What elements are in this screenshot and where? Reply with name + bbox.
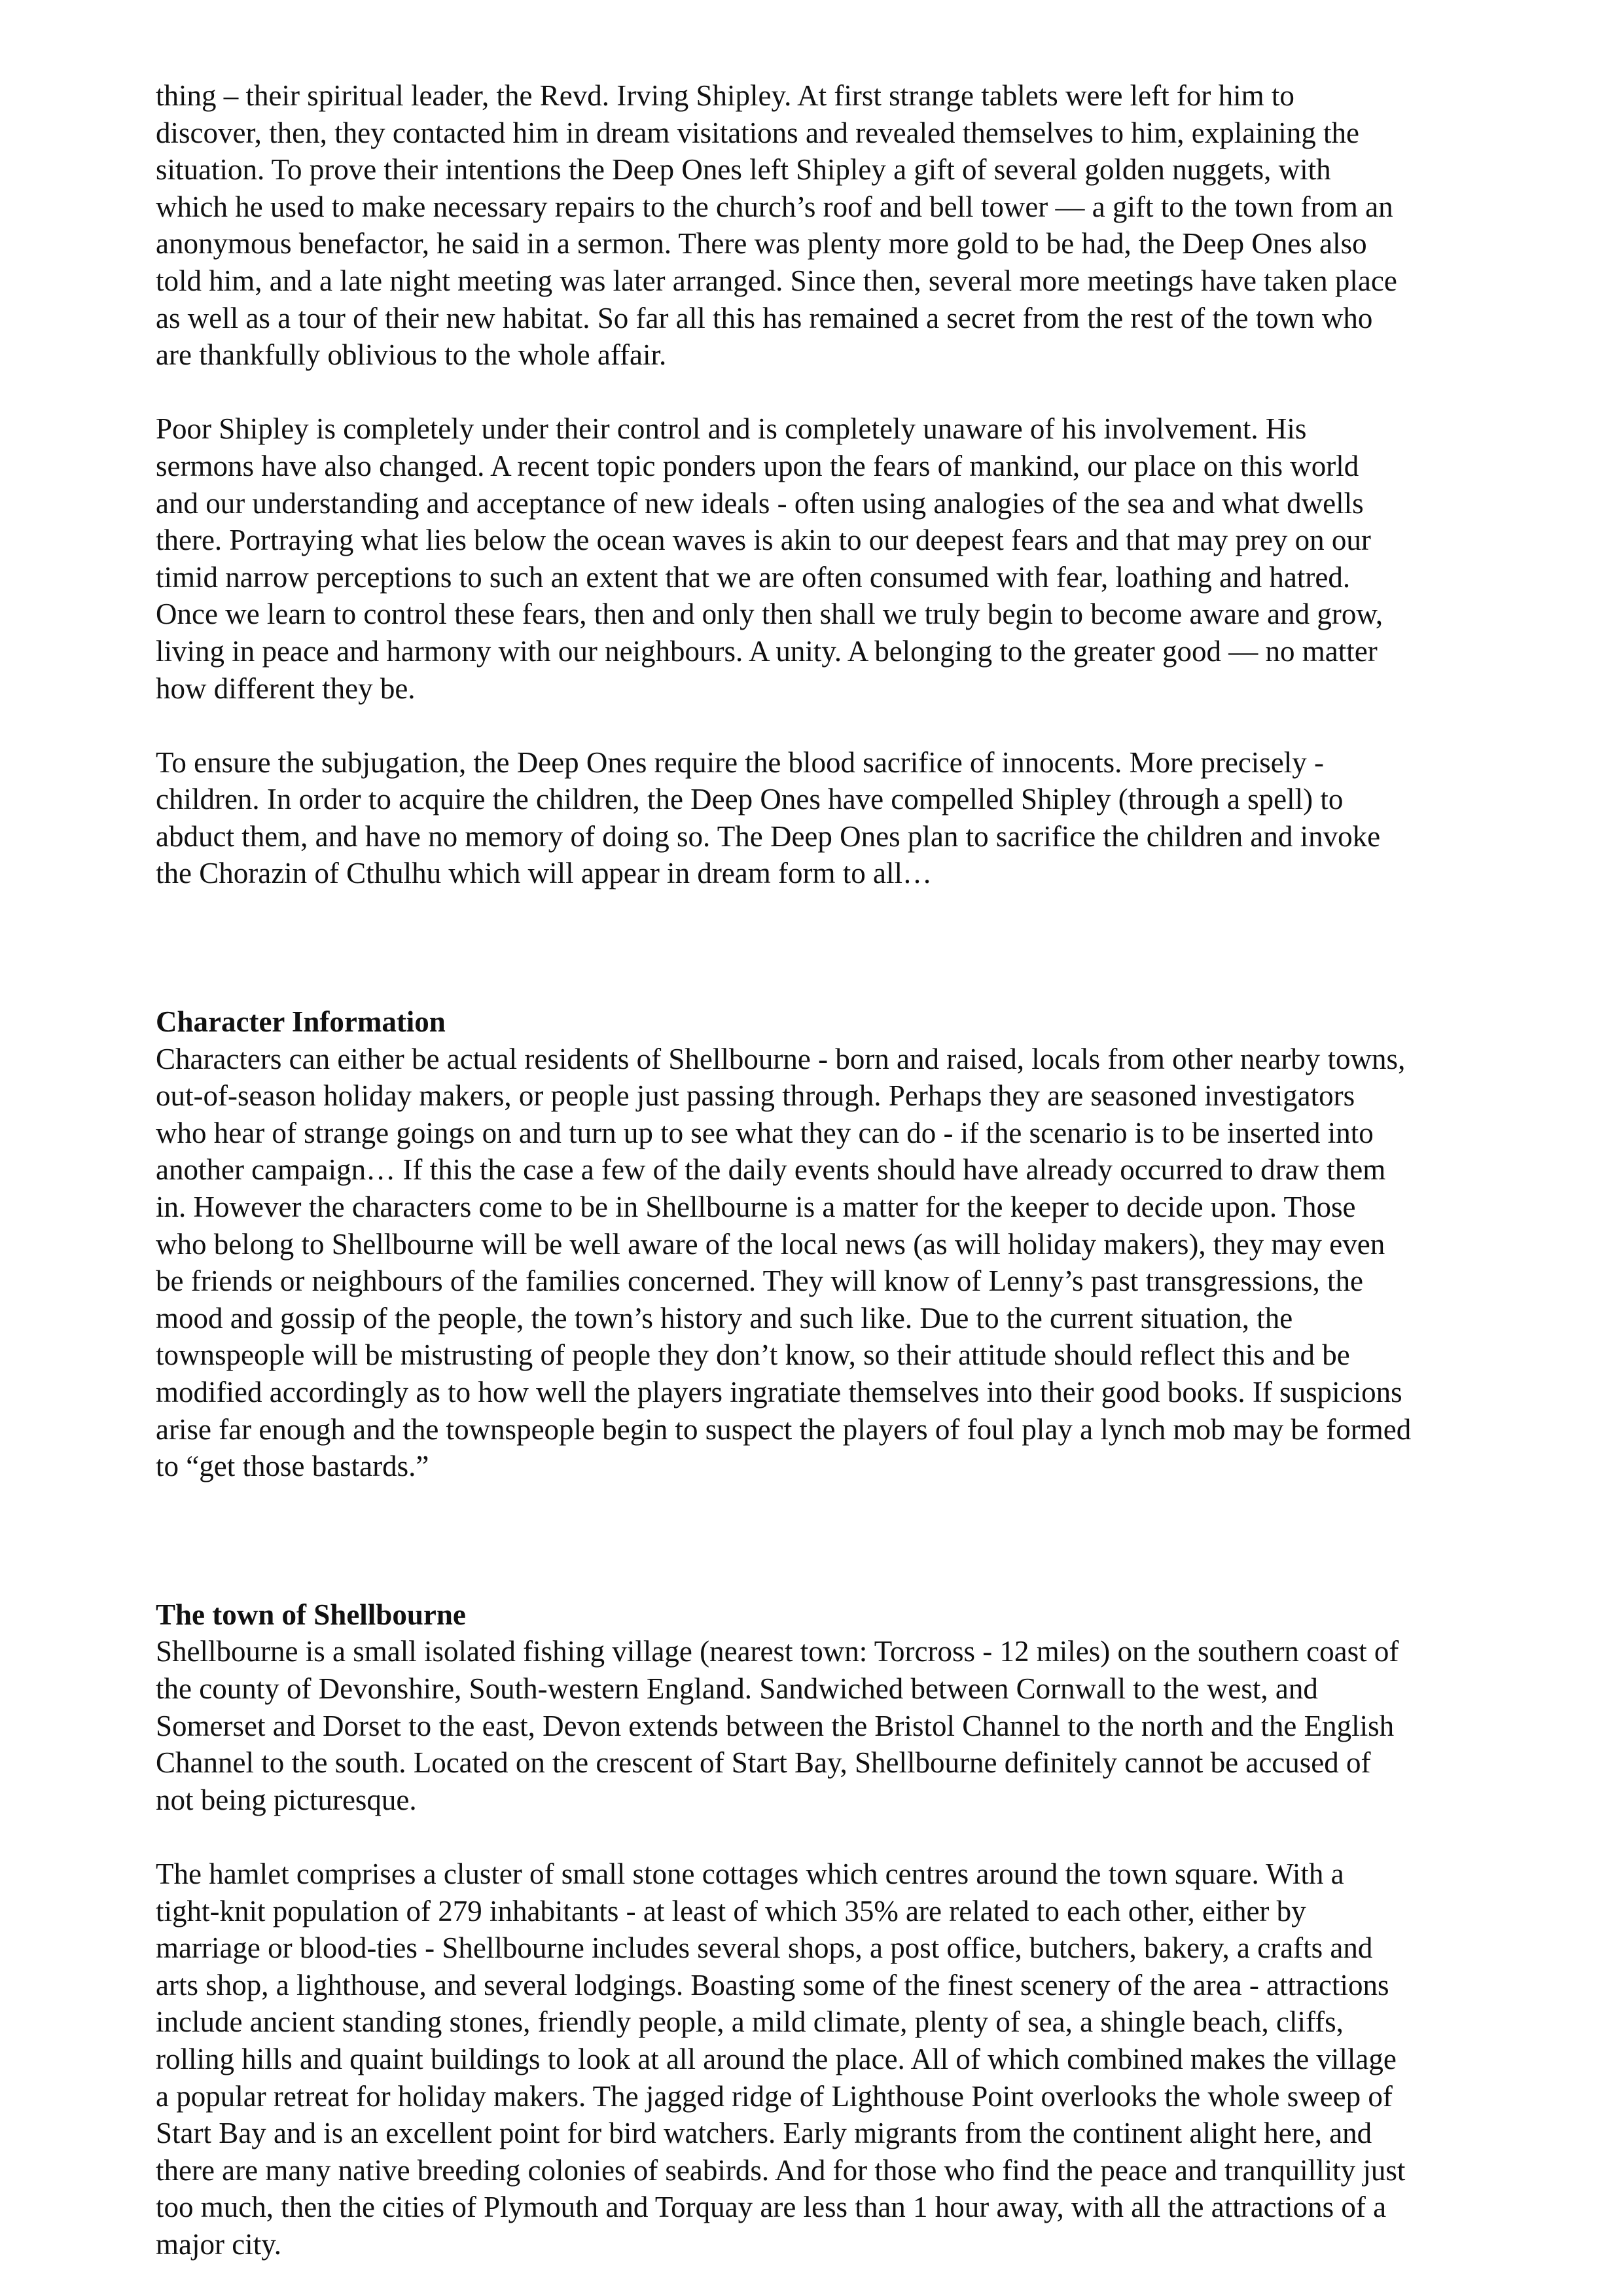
town-paragraph-1: Shellbourne is a small isolated fishing village (nearest town: Torcross - 12 miles) on the southern coast of the county of Devonshire, South-western England. Sandwiched between Cornwall to the west, and Somerset and Dorset to the east, Devon extends between the Bristol Channel to the north and the English Channel to the south. Located on the crescent of Start Bay, Shellbourne definitely cannot be accused of not being picturesque. xyxy=(156,1635,1399,1816)
intro-paragraph-2: Poor Shipley is completely under their control and is completely unaware of his involvement. His sermons have also changed. A recent topic ponders upon the fears of mankind, our place on this world and our understanding and acceptance of new ideals - often using analogies of the sea and what dwells there. Portraying what lies below the ocean waves is akin to our deepest fears and that may prey on our timid narrow perceptions to such an extent that we are often consumed with fear, loathing and hatred. Once we learn to control these fears, then and only then shall we truly begin to become aware and grow, living in peace and harmony with our neighbours. A unity. A belonging to the greater good — no matter how different they be. xyxy=(156,412,1383,705)
intro-paragraph-3: To ensure the subjugation, the Deep Ones require the blood sacrifice of innocents. More precisely - children. In order to acquire the children, the Deep Ones have compelled Shipley (through a spell) to abduct them, and have no memory of doing so. The Deep Ones plan to sacrifice the children and invoke the Chorazin of Cthulhu which will appear in dream form to all… xyxy=(156,745,1381,890)
town-heading: The town of Shellbourne xyxy=(156,1598,466,1631)
intro-paragraph-1: thing – their spiritual leader, the Revd. Irving Shipley. At first strange tablets were left for him to discover, then, they contacted him in dream visitations and revealed themselves to him, explaining the situation. To prove their intentions the Deep Ones left Shipley a gift of several golden nuggets, with which he used to make necessary repairs to the church’s roof and bell tower — a gift to the town from an anonymous benefactor, he said in a sermon. There was plenty more gold to be had, the Deep Ones also told him, and a late night meeting was later arranged. Since then, several more meetings have taken place as well as a tour of their new habitat. So far all this has remained a secret from the rest of the town who are thankfully oblivious to the whole affair. xyxy=(156,79,1397,372)
character-information-paragraph: Characters can either be actual residents of Shellbourne - born and raised, locals from other nearby towns, out-of-season holiday makers, or people just passing through. Perhaps they are seasoned investigators who hear of strange goings on and turn up to see what they can do - if the scenario is to be inserted into another campaign… If this the case a few of the daily events should have already occurred to draw them in. However the characters come to be in Shellbourne is a matter for the keeper to decide upon. Those who belong to Shellbourne will be well aware of the local news (as will holiday makers), they may even be friends or neighbours of the families concerned. They will know of Lenny’s past transgressions, the mood and gossip of the people, the town’s history and such like. Due to the current situation, the townspeople will be mistrusting of people they don’t know, so their attitude should reflect this and be modified accordingly as to how well the players ingratiate themselves into their good books. If suspicions arise far enough and the townspeople begin to suspect the players of foul play a lynch mob may be formed to “get those bastards.” xyxy=(156,1042,1412,1483)
paragraph-spacer xyxy=(156,707,1550,744)
section-spacer xyxy=(156,1485,1550,1596)
document-page xyxy=(156,77,1550,2263)
paragraph-spacer xyxy=(156,374,1550,411)
section-spacer xyxy=(156,892,1550,1003)
paragraph-spacer xyxy=(156,1818,1550,1856)
character-information-heading: Character Information xyxy=(156,1005,446,1039)
town-paragraph-2: The hamlet comprises a cluster of small stone cottages which centres around the town square. With a tight-knit population of 279 inhabitants - at least of which 35% are related to each other, either by marriage or blood-ties - Shellbourne includes several shops, a post office, butchers, bakery, a crafts and arts shop, a lighthouse, and several lodgings. Boasting some of the finest scenery of the area - attractions include ancient standing stones, friendly people, a mild climate, plenty of sea, a shingle beach, cliffs, rolling hills and quaint buildings to look at all around the place. All of which combined makes the village a popular retreat for holiday makers. The jagged ridge of Lighthouse Point overlooks the whole sweep of Start Bay and is an excellent point for bird watchers. Early migrants from the continent alight here, and there are many native breeding colonies of seabirds. And for those who find the peace and tranquillity just too much, then the cities of Plymouth and Torquay are less than 1 hour away, with all the attractions of a major city. xyxy=(156,1857,1406,2261)
